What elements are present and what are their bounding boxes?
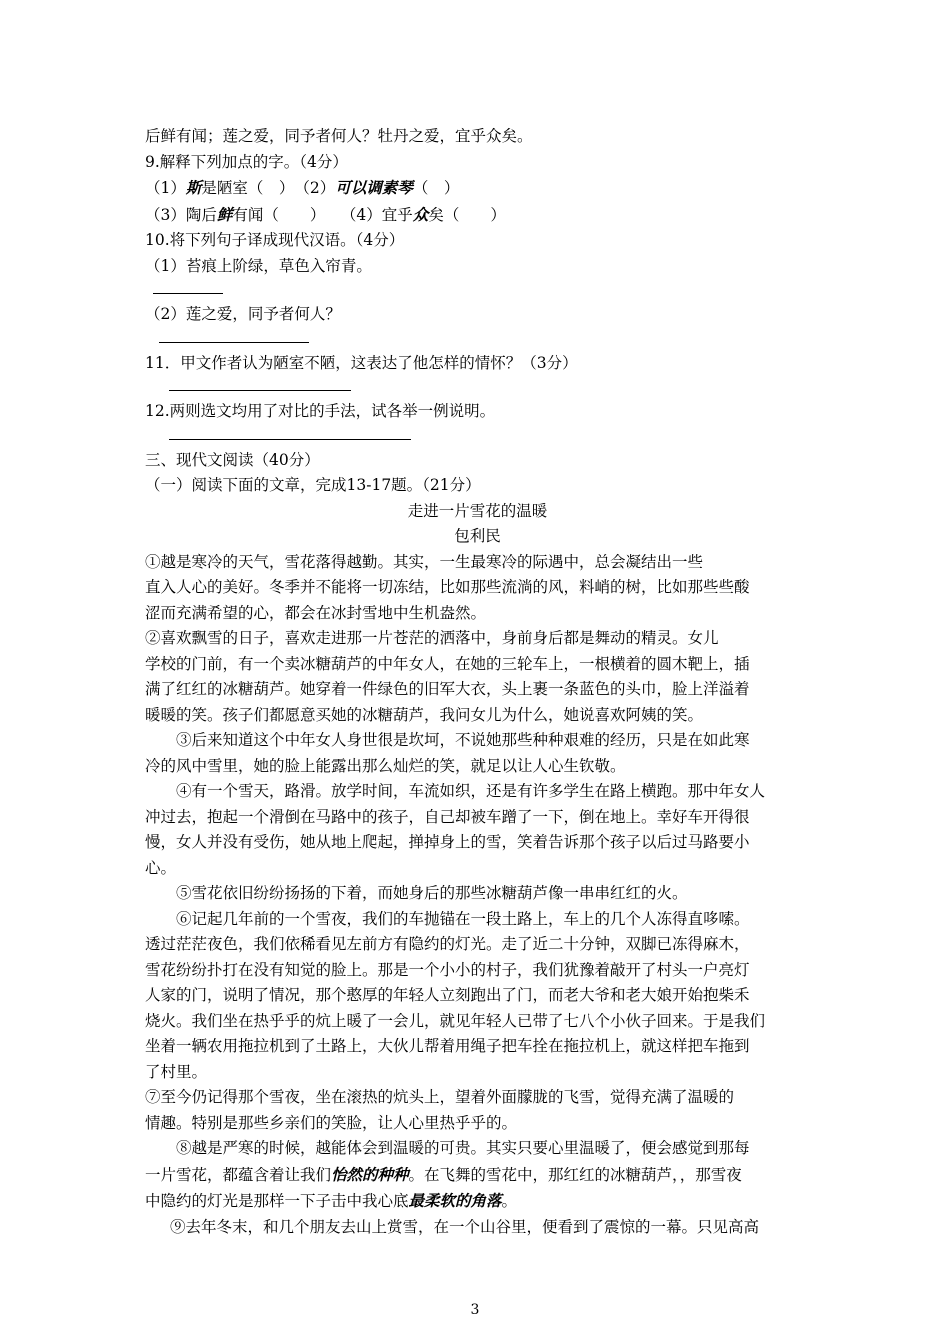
subsection-1-heading: （一）阅读下面的文章，完成13-17题。（21分） bbox=[145, 476, 481, 494]
article-title: 走进一片雪花的温暖 bbox=[407, 501, 548, 520]
paragraph-6-line: 人家的门，说明了情况，那个憨厚的年轻人立刻跑出了门，而老大爷和老大娘开始抱柴禾 bbox=[145, 986, 750, 1004]
paragraph-7-line: ⑦至今仍记得那个雪夜，坐在滚热的炕头上，望着外面朦胧的飞雪，觉得充满了温暖的 bbox=[145, 1088, 735, 1106]
paragraph-8-line: 一片雪花，都蕴含着让我们怡然的种种。在飞舞的雪花中，那红红的冰糖葫芦，，那雪夜 bbox=[145, 1164, 742, 1184]
question-9-items-row2: （3）陶后鲜有闻（ ） （4）宜乎众矣（ ） bbox=[145, 204, 506, 224]
paragraph-2-line: 学校的门前，有一个卖冰糖葫芦的中年女人，在她的三轮车上，一根横着的圆木靶上，插 bbox=[145, 654, 750, 673]
question-9-title: 9.解释下列加点的字。（4分） bbox=[145, 152, 348, 171]
paragraph-6-line: 透过茫茫夜色，我们依稀看见左前方有隐约的灯光。走了近二十分钟，双脚已冻得麻木， bbox=[145, 935, 750, 953]
paragraph-6-line: 烧火。我们坐在热乎乎的炕上暖了一会儿，就见年轻人已带了七八个小伙子回来。于是我们 bbox=[145, 1011, 766, 1030]
question-10-title: 10.将下列句子译成现代汉语。（4分） bbox=[145, 231, 405, 249]
paragraph-9-line: ⑨去年冬末，和几个朋友去山上赏雪，在一个山谷里，便看到了震惊的一幕。只见高高 bbox=[170, 1217, 760, 1236]
paragraph-6-line: 了村里。 bbox=[145, 1062, 208, 1081]
page-number: 3 bbox=[470, 1302, 480, 1318]
paragraph-6-line: 雪花纷纷扑打在没有知觉的脸上。那是一个小小的村子，我们犹豫着敲开了村头一户亮灯 bbox=[145, 960, 750, 979]
paragraph-5-line: ⑤雪花依旧纷纷扬扬的下着，而她身后的那些冰糖葫芦像一串串红红的火。 bbox=[176, 884, 688, 902]
article-author: 包利民 bbox=[454, 527, 501, 545]
answer-line bbox=[169, 425, 411, 440]
answer-line bbox=[153, 279, 223, 294]
paragraph-6-line: ⑥记起几年前的一个雪夜，我们的车抛锚在一段土路上，车上的几个人冻得直哆嗦。 bbox=[176, 909, 750, 928]
question-9-items-row1: （1）斯是陋室（ ） （2）可以调素琴（ ） bbox=[145, 178, 460, 197]
paragraph-2-line: 满了红红的冰糖葫芦。她穿着一件绿色的旧军大衣，头上裹一条蓝色的头巾，脸上洋溢着 bbox=[145, 680, 750, 698]
paragraph-4-line: ④有一个雪天，路滑。放学时间，车流如织，还是有许多学生在路上横跑。那中年女人 bbox=[176, 782, 766, 800]
paragraph-6-line: 坐着一辆农用拖拉机到了土路上，大伙儿帮着用绳子把车拴在拖拉机上，就这样把车拖到 bbox=[145, 1037, 750, 1055]
text-line: 后鲜有闻；莲之爱，同予者何人？牡丹之爱，宜乎众矣。 bbox=[145, 127, 533, 145]
section-3-heading: 三、现代文阅读（40分） bbox=[145, 450, 320, 469]
document-page bbox=[145, 124, 810, 1240]
paragraph-1-line: ①越是寒冷的天气，雪花落得越勤。其实，一生最寒冷的际遇中，总会凝结出一些 bbox=[145, 552, 704, 571]
paragraph-3-line: 冷的风中雪里，她的脸上能露出那么灿烂的笑，就足以让人心生钦敬。 bbox=[145, 756, 626, 775]
paragraph-1-line: 涩而充满希望的心，都会在冰封雪地中生机盎然。 bbox=[145, 603, 487, 622]
question-12: 12.两则选文均用了对比的手法，试各举一例说明。 bbox=[145, 402, 496, 420]
answer-line bbox=[159, 328, 309, 343]
answer-line bbox=[169, 376, 351, 391]
paragraph-8-line: ⑧越是严寒的时候，越能体会到温暖的可贵。其实只要心里温暖了，便会感觉到那每 bbox=[176, 1139, 750, 1157]
question-10-sentence-2: （2）莲之爱，同予者何人？ bbox=[145, 305, 341, 323]
paragraph-2-line: 暖暖的笑。孩子们都愿意买她的冰糖葫芦，我问女儿为什么，她说喜欢阿姨的笑。 bbox=[145, 705, 704, 724]
paragraph-8-line: 中隐约的灯光是那样一下子击中我心底最柔软的角落。 bbox=[145, 1191, 518, 1210]
paragraph-2-line: ②喜欢飘雪的日子，喜欢走进那一片苍茫的洒落中，身前身后都是舞动的精灵。女儿 bbox=[145, 629, 719, 647]
question-11: 11．甲文作者认为陋室不陋，这表达了他怎样的情怀？（3分） bbox=[145, 353, 578, 372]
paragraph-1-line: 直入人心的美好。冬季并不能将一切冻结，比如那些流淌的风，料峭的树，比如那些些酸 bbox=[145, 578, 750, 596]
paragraph-4-line: 慢，女人并没有受伤，她从地上爬起，掸掉身上的雪，笑着告诉那个孩子以后过马路要小 bbox=[145, 833, 750, 851]
question-10-sentence-1: （1）苔痕上阶绿，草色入帘青。 bbox=[145, 256, 372, 275]
paragraph-4-line: 心。 bbox=[145, 858, 177, 877]
paragraph-7-line: 情趣。特别是那些乡亲们的笑脸，让人心里热乎乎的。 bbox=[145, 1113, 518, 1132]
paragraph-4-line: 冲过去，抱起一个滑倒在马路中的孩子，自己却被车蹭了一下，倒在地上。幸好车开得很 bbox=[145, 807, 750, 826]
paragraph-3-line: ③后来知道这个中年女人身世很是坎坷，不说她那些种种艰难的经历，只是在如此寒 bbox=[176, 731, 750, 749]
